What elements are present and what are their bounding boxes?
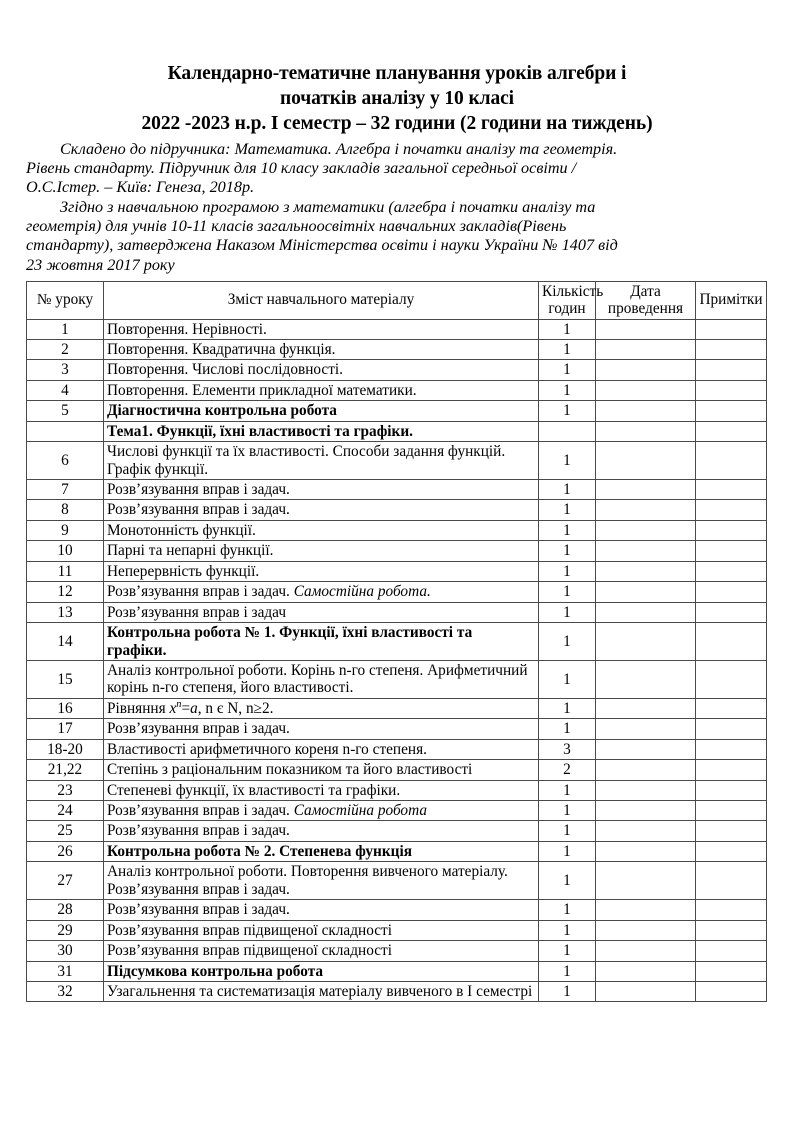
cell-date[interactable]	[596, 981, 696, 1001]
cell-hours: 1	[539, 821, 596, 841]
cell-hours: 1	[539, 360, 596, 380]
lesson-plan-table	[26, 281, 767, 1003]
cell-notes[interactable]	[696, 339, 767, 359]
cell-hours: 1	[539, 780, 596, 800]
cell-lesson-number: 1	[27, 319, 104, 339]
cell-date[interactable]	[596, 500, 696, 520]
cell-hours: 3	[539, 739, 596, 759]
cell-notes[interactable]	[696, 841, 767, 861]
cell-lesson-number: 13	[27, 602, 104, 622]
cell-notes[interactable]	[696, 602, 767, 622]
header-hours	[539, 281, 604, 319]
math-variable: x	[169, 699, 177, 717]
cell-content	[104, 821, 539, 841]
math-exponent: n	[176, 698, 182, 710]
cell-notes[interactable]	[696, 961, 767, 981]
cell-hours: 1	[539, 941, 596, 961]
cell-notes[interactable]	[696, 500, 767, 520]
cell-notes[interactable]	[696, 698, 767, 718]
cell-content-text: , n є N, n≥2.	[197, 699, 274, 717]
table-row	[27, 520, 767, 540]
intro-2-line-1: Згідно з навчальною програмою з математики (алгебра і початки аналізу та	[60, 198, 596, 217]
cell-date[interactable]	[596, 801, 696, 821]
cell-lesson-number: 16	[27, 698, 104, 718]
cell-hours	[539, 421, 596, 441]
cell-date[interactable]	[596, 561, 696, 581]
cell-content-text: Розв’язування вправ і задач.	[107, 501, 290, 519]
cell-content	[104, 698, 539, 718]
cell-notes[interactable]	[696, 319, 767, 339]
cell-date[interactable]	[596, 442, 696, 480]
table-row	[27, 561, 767, 581]
cell-lesson-number: 26	[27, 841, 104, 861]
cell-lesson-number: 8	[27, 500, 104, 520]
cell-hours: 1	[539, 920, 596, 940]
table-row	[27, 801, 767, 821]
cell-notes[interactable]	[696, 801, 767, 821]
cell-content-text: Розв’язування вправ і задач.	[107, 583, 294, 601]
cell-notes[interactable]	[696, 821, 767, 841]
cell-hours: 1	[539, 719, 596, 739]
cell-date[interactable]	[596, 360, 696, 380]
table-row	[27, 380, 767, 400]
cell-content	[104, 660, 539, 698]
cell-notes[interactable]	[696, 920, 767, 940]
cell-content-text: Розв’язування вправ і задач.	[107, 720, 290, 738]
cell-content-text: Степеневі функції, їх властивості та графіки.	[107, 781, 401, 799]
cell-notes[interactable]	[696, 541, 767, 561]
cell-notes[interactable]	[696, 780, 767, 800]
cell-lesson-number: 30	[27, 941, 104, 961]
cell-hours: 1	[539, 602, 596, 622]
cell-content-text: Розв’язування вправ підвищеної складності	[107, 942, 392, 960]
table-row	[27, 719, 767, 739]
cell-content	[104, 623, 539, 661]
cell-lesson-number: 7	[27, 480, 104, 500]
cell-content-text: Аналіз контрольної роботи. Корінь n-го степеня. Арифметичний корінь n-го степеня, його властивості.	[107, 661, 528, 697]
cell-date[interactable]	[596, 961, 696, 981]
cell-hours: 1	[539, 660, 596, 698]
cell-content	[104, 339, 539, 359]
table-row	[27, 698, 767, 718]
cell-date[interactable]	[596, 380, 696, 400]
cell-content	[104, 900, 539, 920]
cell-hours: 1	[539, 582, 596, 602]
cell-notes[interactable]	[696, 862, 767, 900]
title-line-1: Календарно-тематичне планування уроків алгебри і	[167, 63, 627, 84]
cell-content	[104, 780, 539, 800]
cell-content-text: Рівняння	[107, 699, 170, 717]
table-row	[27, 739, 767, 759]
cell-content	[104, 421, 539, 441]
table-row	[27, 339, 767, 359]
cell-hours: 1	[539, 862, 596, 900]
cell-date[interactable]	[596, 582, 696, 602]
cell-content	[104, 841, 539, 861]
intro-1-line-2: Рівень стандарту. Підручник для 10 класу закладів загальної середньої освіти /	[26, 158, 577, 177]
cell-notes[interactable]	[696, 360, 767, 380]
cell-content	[104, 920, 539, 940]
cell-hours: 1	[539, 442, 596, 480]
intro-2-line-4: 23 жовтня 2017 року	[26, 255, 175, 274]
table-row	[27, 961, 767, 981]
table-row	[27, 582, 767, 602]
cell-date[interactable]	[596, 900, 696, 920]
cell-date[interactable]	[596, 421, 696, 441]
cell-hours: 1	[539, 500, 596, 520]
cell-date[interactable]	[596, 739, 696, 759]
cell-lesson-number: 15	[27, 660, 104, 698]
table-row	[27, 360, 767, 380]
cell-lesson-number: 32	[27, 981, 104, 1001]
cell-hours: 1	[539, 698, 596, 718]
cell-hours: 2	[539, 760, 596, 780]
math-variable: a	[190, 699, 198, 717]
table-row	[27, 401, 767, 421]
cell-lesson-number: 4	[27, 380, 104, 400]
cell-content	[104, 739, 539, 759]
cell-hours: 1	[539, 623, 596, 661]
cell-content	[104, 941, 539, 961]
cell-date[interactable]	[596, 780, 696, 800]
cell-lesson-number: 17	[27, 719, 104, 739]
cell-hours: 1	[539, 961, 596, 981]
table-row	[27, 981, 767, 1001]
cell-date[interactable]	[596, 821, 696, 841]
cell-notes[interactable]	[696, 401, 767, 421]
cell-hours: 1	[539, 520, 596, 540]
cell-notes[interactable]	[696, 623, 767, 661]
table-body	[27, 319, 767, 1002]
cell-lesson-number: 31	[27, 961, 104, 981]
cell-hours: 1	[539, 401, 596, 421]
cell-date[interactable]	[596, 698, 696, 718]
table-row	[27, 760, 767, 780]
header-notes: Примітки	[696, 281, 767, 319]
cell-content-text: =	[181, 699, 191, 717]
header-content: Зміст навчального матеріалу	[104, 281, 539, 319]
cell-date[interactable]	[596, 401, 696, 421]
cell-lesson-number: 14	[27, 623, 104, 661]
cell-lesson-number: 21,22	[27, 760, 104, 780]
cell-content-text: Повторення. Елементи прикладної математики.	[107, 381, 417, 399]
cell-lesson-number	[27, 421, 104, 441]
cell-lesson-number: 9	[27, 520, 104, 540]
cell-content-text: Парні та непарні функції.	[107, 542, 274, 560]
header-date: Дата проведення	[596, 281, 696, 319]
table-row	[27, 480, 767, 500]
cell-lesson-number: 12	[27, 582, 104, 602]
cell-date[interactable]	[596, 719, 696, 739]
table-row	[27, 862, 767, 900]
table-row	[27, 541, 767, 561]
intro-paragraph-2	[26, 198, 768, 274]
cell-lesson-number: 27	[27, 862, 104, 900]
cell-notes[interactable]	[696, 380, 767, 400]
cell-lesson-number: 5	[27, 401, 104, 421]
cell-content	[104, 500, 539, 520]
cell-content	[104, 719, 539, 739]
cell-lesson-number: 29	[27, 920, 104, 940]
table-row	[27, 623, 767, 661]
table-row	[27, 421, 767, 441]
intro-paragraph-1	[26, 140, 768, 197]
header-hours-line-1: Кількість	[542, 282, 604, 300]
cell-content-text: Узагальнення та систематизація матеріалу вивченого в I семестрі	[107, 982, 533, 1000]
title-line-3: 2022 -2023 н.р. І семестр – 32 години (2 години на тиждень)	[141, 112, 653, 134]
cell-content	[104, 862, 539, 900]
cell-content-text: Діагностична контрольна робота	[107, 402, 337, 420]
cell-content	[104, 380, 539, 400]
cell-content	[104, 480, 539, 500]
cell-hours: 1	[539, 480, 596, 500]
cell-content	[104, 360, 539, 380]
cell-hours: 1	[539, 339, 596, 359]
cell-date[interactable]	[596, 541, 696, 561]
cell-content-text: Контрольна робота № 1. Функції, їхні властивості та графіки.	[107, 624, 473, 659]
cell-content-text: Повторення. Квадратична функція.	[107, 340, 336, 358]
table-row	[27, 900, 767, 920]
cell-lesson-number: 28	[27, 900, 104, 920]
cell-date[interactable]	[596, 920, 696, 940]
intro-2-line-3: стандарту), затверджена Наказом Міністерства освіти і науки України № 1407 від	[26, 236, 618, 255]
cell-notes[interactable]	[696, 660, 767, 698]
cell-content	[104, 582, 539, 602]
cell-content-text: Розв’язування вправ і задач.	[107, 802, 294, 819]
cell-date[interactable]	[596, 660, 696, 698]
cell-content-emphasis: Самостійна робота	[293, 802, 427, 819]
cell-content-text: Розв’язування вправ підвищеної складності	[107, 921, 392, 939]
header-hours-line-2: годин	[548, 300, 586, 318]
table-header-row	[27, 281, 767, 319]
cell-notes[interactable]	[696, 981, 767, 1001]
cell-date[interactable]	[596, 760, 696, 780]
cell-hours: 1	[539, 319, 596, 339]
cell-hours: 1	[539, 981, 596, 1001]
cell-lesson-number: 23	[27, 780, 104, 800]
cell-notes[interactable]	[696, 760, 767, 780]
cell-hours: 1	[539, 900, 596, 920]
cell-notes[interactable]	[696, 719, 767, 739]
cell-date[interactable]	[596, 319, 696, 339]
cell-content	[104, 961, 539, 981]
cell-content-text: Монотонність функції.	[107, 521, 256, 539]
title-line-2: початків аналізу у 10 класі	[280, 87, 514, 109]
cell-notes[interactable]	[696, 582, 767, 602]
cell-notes[interactable]	[696, 739, 767, 759]
cell-content-text: Розв’язування вправ і задач	[107, 603, 287, 621]
cell-date[interactable]	[596, 841, 696, 861]
cell-hours: 1	[539, 380, 596, 400]
cell-lesson-number: 6	[27, 442, 104, 480]
cell-content-text: Числові функції та їх властивості. Способи задання функцій. Графік функції.	[107, 443, 506, 478]
intro-1-line-3: О.С.Істер. – Київ: Генеза, 2018р.	[26, 178, 255, 197]
cell-content-text: Розв’язування вправ і задач.	[107, 901, 290, 919]
cell-content	[104, 981, 539, 1001]
cell-lesson-number: 3	[27, 360, 104, 380]
cell-notes[interactable]	[696, 421, 767, 441]
cell-lesson-number: 10	[27, 541, 104, 561]
cell-content-emphasis: Самостійна робота.	[293, 583, 431, 601]
cell-content-text: Контрольна робота № 2. Степенева функція	[107, 842, 413, 860]
cell-content-text: Розв’язування вправ і задач.	[107, 481, 290, 498]
table-row	[27, 841, 767, 861]
table-row	[27, 660, 767, 698]
cell-content-text: Степінь з раціональним показником та його властивості	[107, 761, 473, 779]
cell-content	[104, 561, 539, 581]
cell-content	[104, 520, 539, 540]
cell-content	[104, 319, 539, 339]
cell-lesson-number: 18-20	[27, 739, 104, 759]
table-row	[27, 920, 767, 940]
cell-notes[interactable]	[696, 520, 767, 540]
cell-notes[interactable]	[696, 941, 767, 961]
cell-content-text: Розв’язування вправ і задач.	[107, 822, 290, 840]
cell-date[interactable]	[596, 862, 696, 900]
table-row	[27, 500, 767, 520]
cell-content	[104, 801, 539, 821]
cell-content	[104, 541, 539, 561]
cell-lesson-number: 24	[27, 801, 104, 821]
document-title	[26, 62, 768, 137]
cell-content	[104, 760, 539, 780]
cell-content-text: Властивості арифметичного кореня n-го степеня.	[107, 740, 427, 758]
cell-hours: 1	[539, 561, 596, 581]
cell-content	[104, 602, 539, 622]
cell-notes[interactable]	[696, 442, 767, 480]
cell-lesson-number: 25	[27, 821, 104, 841]
cell-hours: 1	[539, 541, 596, 561]
cell-content-text: Повторення. Числові послідовності.	[107, 361, 343, 379]
cell-content-text: Повторення. Нерівності.	[107, 320, 267, 338]
table-row	[27, 821, 767, 841]
table-row	[27, 442, 767, 480]
cell-content-text: Аналіз контрольної роботи. Повторення вивченого матеріалу. Розв’язування вправ і задач.	[107, 863, 508, 898]
cell-content	[104, 442, 539, 480]
cell-date[interactable]	[596, 602, 696, 622]
cell-date[interactable]	[596, 520, 696, 540]
table-row	[27, 780, 767, 800]
cell-date[interactable]	[596, 480, 696, 500]
header-lesson-number: № уроку	[27, 281, 104, 319]
cell-notes[interactable]	[696, 900, 767, 920]
intro-2-line-2: геометрія) для учнів 10-11 класів загальноосвітніх навчальних закладів(Рівень	[26, 217, 567, 236]
cell-lesson-number: 11	[27, 561, 104, 581]
cell-notes[interactable]	[696, 480, 767, 500]
intro-1-line-1: Складено до підручника: Математика. Алгебра і початки аналізу та геометрія.	[60, 139, 618, 158]
cell-content-text: Тема1. Функції, їхні властивості та графіки.	[107, 422, 413, 440]
cell-hours: 1	[539, 801, 596, 821]
table-row	[27, 941, 767, 961]
cell-lesson-number: 2	[27, 339, 104, 359]
table-row	[27, 319, 767, 339]
cell-date[interactable]	[596, 339, 696, 359]
cell-content-text: Підсумкова контрольна робота	[107, 962, 324, 980]
cell-content	[104, 401, 539, 421]
table-row	[27, 602, 767, 622]
cell-notes[interactable]	[696, 561, 767, 581]
cell-hours: 1	[539, 841, 596, 861]
cell-date[interactable]	[596, 623, 696, 661]
cell-content-text: Неперервність функції.	[107, 562, 260, 580]
cell-date[interactable]	[596, 941, 696, 961]
